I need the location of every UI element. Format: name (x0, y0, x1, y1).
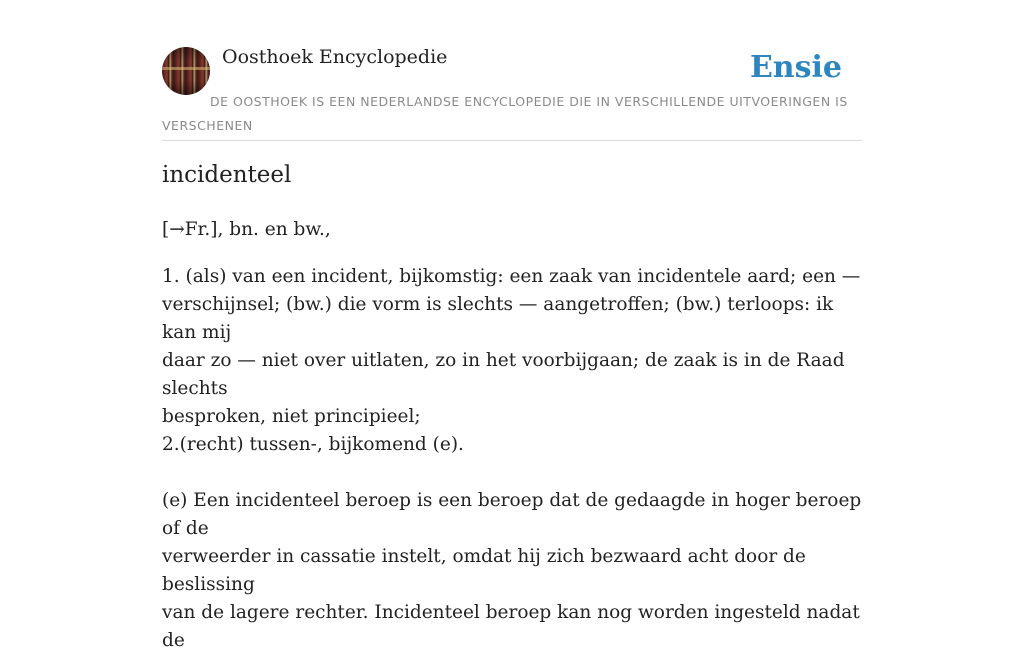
article-body (162, 216, 862, 655)
site-name[interactable]: Oosthoek Encyclopedie (222, 46, 448, 68)
article-title: incidenteel (162, 162, 292, 188)
site-header (162, 0, 862, 141)
definition-line: 2.(recht) tussen-, bijkomend (e). (162, 434, 464, 455)
definition-line: besproken, niet principieel; (162, 406, 421, 427)
site-tagline: DE OOSTHOEK IS EEN NEDERLANDSE ENCYCLOPEDIE DIE IN VERSCHILLENDE UITVOERINGEN IS VERSCHENEN (162, 94, 848, 133)
definition-line: 1. (als) van een incident, bijkomstig: een zaak van incidentele aard; een — (162, 266, 861, 287)
etymology: [→Fr.], bn. en bw., (162, 219, 331, 240)
note-line: (e) Een incidenteel beroep is een beroep dat de gedaagde in hoger beroep of de (162, 490, 862, 539)
spacer (162, 459, 862, 487)
note-line: van de lagere rechter. Incidenteel beroep kan nog worden ingesteld nadat de (162, 602, 860, 651)
page-container (162, 0, 862, 651)
definition-line: daar zo — niet over uitlaten, zo in het voorbijgaan; de zaak is in de Raad slechts (162, 350, 845, 399)
definition-line: verschijnsel; (bw.) die vorm is slechts — aangetroffen; (bw.) terloops: ik kan mij (162, 294, 834, 343)
site-logo[interactable] (162, 47, 210, 95)
note-line: verweerder in cassatie instelt, omdat hij zich bezwaard acht door de beslissing (162, 546, 806, 595)
brand-link[interactable]: Ensie (749, 50, 842, 85)
